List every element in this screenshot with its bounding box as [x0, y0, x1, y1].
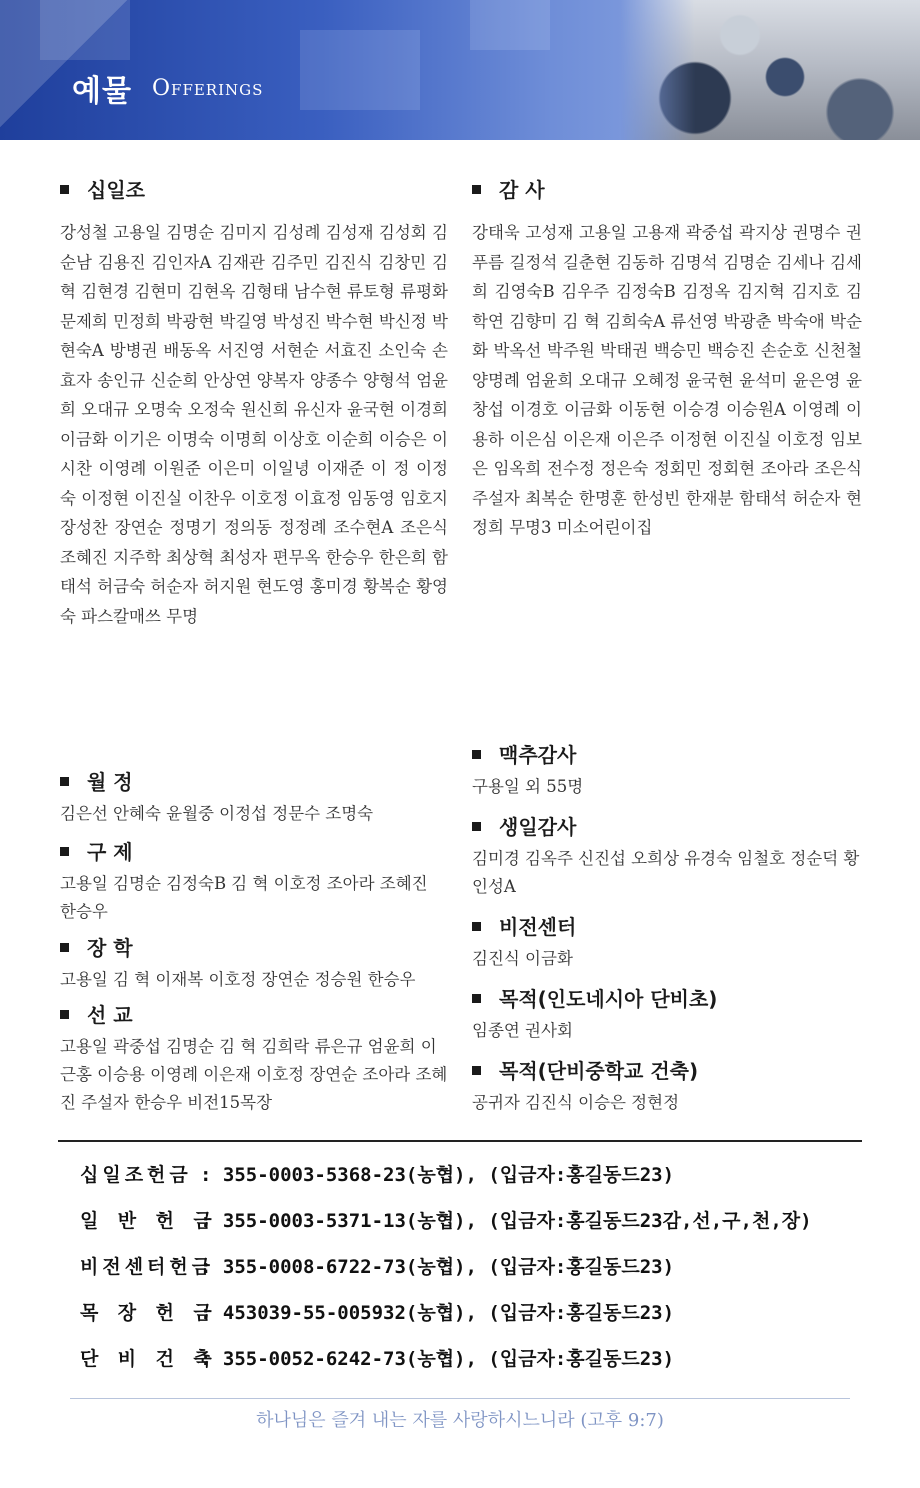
tithe-names: 강성철 고용일 김명순 김미지 김성례 김성재 김성회 김순남 김용진 김인자A 김재관 김주민 김진식 김창민 김 혁 김현경 김현미 김현옥 김형태 남수현 류토형 류평화 문제희 민정희 박광현 박길영 박성진 박수현 박신정 박현숙A 방병권 배동옥 서진영 서현순 서효진 소인숙 손효자 송인규 신순희 안상연 양복자 양종수 양형석 엄윤희 오대규 오명숙 오정숙 원신희 유신자 윤국현 이경희 이금화 이기은 이명숙 이명희 이상호 이순희 이승은 이시찬 이영례 이원준 이은미 이일녕 이재준 이 정 이정숙 이정현 이진실 이찬우 이호정 이효정 임동영 임호지 장성찬 장연순 정명기 정의동 정정례 조수현A 조은식 조혜진 지주학 최상혁 최성자 편무옥 한승우 한은희 함태석 허금숙 허순자 허지원 현도영 홍미경 황복순 황영숙 파스칼매쓰 무명 [60, 223, 448, 626]
succession-names: 구용일 외 55명 [472, 777, 584, 796]
mission-section [60, 1001, 448, 1117]
vision-section [472, 913, 862, 973]
bullet-square-icon [60, 943, 69, 952]
vision-names: 김진식 이금화 [472, 949, 573, 968]
account-value: : 355-0003-5368-23(농협), (입금자:홍길동드23) [200, 1164, 675, 1186]
thanks-section [472, 176, 862, 543]
account-tithe [80, 1160, 880, 1190]
school-heading: 목적(단비중학교 건축) [472, 1057, 862, 1085]
scholarship-section [60, 934, 448, 994]
succession-heading: 맥추감사 [472, 741, 862, 769]
bullet-square-icon [60, 1010, 69, 1019]
account-label: 십일조헌금 [80, 1164, 192, 1186]
tithe-heading: 십일조 [60, 176, 448, 204]
account-general [80, 1206, 880, 1236]
birthday-heading: 생일감사 [472, 813, 862, 841]
header-decor-tile [300, 30, 420, 110]
page-header [0, 0, 920, 140]
relief-names: 고용일 김명순 김정숙B 김 혁 이호정 조아라 조혜진 한승우 [60, 874, 428, 921]
birthday-section [472, 813, 862, 901]
monthly-names: 김은선 안혜숙 윤월중 이정섭 정문수 조명숙 [60, 804, 374, 823]
bullet-square-icon [472, 1066, 481, 1075]
section-divider [58, 1140, 862, 1142]
thanks-names: 강태욱 고성재 고용일 고용재 곽중섭 곽지상 권명수 권푸름 길정석 길춘현 김동하 김명석 김명순 김세나 김세희 김영숙B 김우주 김정숙B 김정옥 김지혁 김지호 김학연 김향미 김 혁 김희숙A 류선영 박광춘 박숙애 박순화 박옥선 박주원 박태권 백승민 백승진 손순호 신천철 양명례 엄윤희 오대규 오혜정 윤국현 윤석미 윤은영 윤창섭 이경호 이금화 이동현 이승경 이승원A 이영례 이용하 이은심 이은재 이은주 이정현 이진실 이호정 임보은 임옥희 전수정 정은숙 정회민 정회현 조아라 조은식 주설자 최복순 한명훈 한성빈 한재분 함태석 허순자 현정희 무명3 미소어린이집 [472, 223, 862, 537]
account-value: : 453039-55-005932(농협), (입금자:홍길동드23) [200, 1302, 675, 1324]
monthly-heading: 월 정 [60, 768, 448, 796]
header-decor-tile [470, 0, 550, 50]
relief-heading: 구 제 [60, 838, 448, 866]
scholarship-heading: 장 학 [60, 934, 448, 962]
bible-verse: 하나님은 즐겨 내는 자를 사랑하시느니라 (고후 9:7) [256, 1410, 664, 1431]
mission-names: 고용일 곽중섭 김명순 김 혁 김희락 류은규 엄윤희 이근홍 이승용 이영례 이은재 이호정 장연순 조아라 조혜진 주설자 한승우 비전15목장 [60, 1037, 448, 1112]
bullet-square-icon [60, 777, 69, 786]
bullet-square-icon [472, 922, 481, 931]
thanks-heading: 감 사 [472, 176, 862, 204]
tithe-section [60, 176, 448, 631]
school-section [472, 1057, 862, 1117]
account-label: 일 반 헌 금 [80, 1210, 216, 1232]
monthly-section [60, 768, 448, 828]
mission-heading: 선 교 [60, 1001, 448, 1029]
account-label: 비전센터헌금 [80, 1256, 215, 1278]
account-label: 목 장 헌 금 [80, 1302, 216, 1324]
account-vision [80, 1252, 880, 1282]
school-names: 공귀자 김진식 이승은 정현정 [472, 1093, 680, 1112]
bullet-square-icon [60, 847, 69, 856]
page-subtitle: Offerings [152, 76, 264, 101]
bullet-square-icon [472, 750, 481, 759]
indonesia-heading: 목적(인도네시아 단비초) [472, 985, 862, 1013]
relief-section [60, 838, 448, 926]
bullet-square-icon [472, 822, 481, 831]
indonesia-section [472, 985, 862, 1045]
bullet-square-icon [60, 185, 69, 194]
bullet-square-icon [472, 994, 481, 1003]
account-value: : 355-0052-6242-73(농협), (입금자:홍길동드23) [200, 1348, 675, 1370]
account-building [80, 1344, 880, 1374]
account-label: 단 비 건 축 [80, 1348, 216, 1370]
header-photo [620, 0, 920, 140]
bullet-square-icon [472, 185, 481, 194]
birthday-names: 김미경 김옥주 신진섭 오희상 유경숙 임철호 정순덕 황인성A [472, 849, 860, 896]
account-value: : 355-0008-6722-73(농협), (입금자:홍길동드23) [200, 1256, 675, 1278]
footer-divider [70, 1398, 850, 1399]
account-group [80, 1298, 880, 1328]
indonesia-names: 임종연 권사회 [472, 1021, 573, 1040]
succession-section [472, 741, 862, 801]
account-value: : 355-0003-5371-13(농협), (입금자:홍길동드23감,선,구,천,장) [200, 1210, 812, 1232]
page-title: 예물 [72, 74, 132, 109]
vision-heading: 비전센터 [472, 913, 862, 941]
scholarship-names: 고용일 김 혁 이재복 이호정 장연순 정승원 한승우 [60, 970, 416, 989]
header-decor-tile [40, 0, 130, 60]
